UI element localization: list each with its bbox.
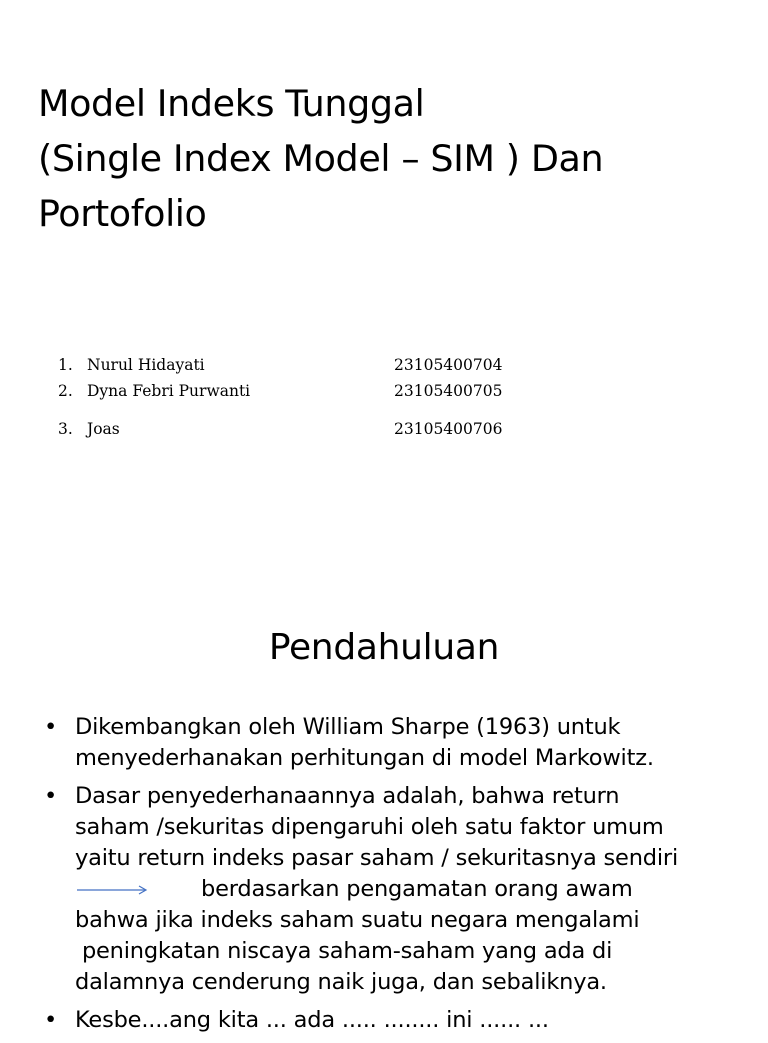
bullet-line: Dikembangkan oleh William Sharpe (1963) untuk: [75, 714, 621, 740]
member-row: [58, 354, 578, 376]
bullet-item: [44, 781, 734, 998]
bullet-line: dalamnya cenderung naik juga, dan sebaliknya.: [75, 969, 607, 995]
member-name: Dyna Febri Purwanti: [87, 382, 251, 400]
bullet-symbol: •: [44, 783, 58, 809]
bullet-symbol: •: [44, 1007, 58, 1033]
bullet-line: Kesbe....ang kita ... ada ..... ........ ini ...... ...: [75, 1007, 549, 1033]
member-row: [58, 418, 578, 440]
bullet-line: saham /sekuritas dipengaruhi oleh satu faktor umum: [75, 814, 664, 840]
bullet-line: bahwa jika indeks saham suatu negara mengalami: [75, 907, 640, 933]
bullet-item: [44, 1005, 734, 1036]
bullet-line: berdasarkan pengamatan orang awam: [201, 876, 633, 902]
member-number: 2.: [58, 382, 73, 400]
bullet-line: Dasar penyederhanaannya adalah, bahwa return: [75, 783, 620, 809]
slide-introduction: [0, 576, 768, 1033]
member-name: Nurul Hidayati: [87, 356, 205, 374]
bullet-line: menyederhanakan perhitungan di model Markowitz.: [75, 745, 654, 771]
presentation-title: [38, 76, 738, 241]
member-id: 23105400705: [394, 382, 503, 400]
arrow-line: [75, 874, 734, 905]
title-line-3: Portofolio: [38, 192, 207, 235]
member-number: 1.: [58, 356, 73, 374]
bullet-line: yaitu return indeks pasar saham / sekuritasnya sendiri: [75, 845, 678, 871]
right-arrow-icon: [77, 884, 149, 896]
member-id: 23105400704: [394, 356, 503, 374]
title-line-2: (Single Index Model – SIM ) Dan: [38, 137, 604, 180]
member-name: Joas: [87, 420, 120, 438]
bullet-item: [44, 712, 734, 774]
title-line-1: Model Indeks Tunggal: [38, 82, 425, 125]
bullet-symbol: •: [44, 714, 58, 740]
bullet-list: [44, 712, 734, 1043]
section-title: Pendahuluan: [268, 627, 500, 668]
bullet-line: peningkatan niscaya saham-saham yang ada di: [75, 938, 613, 964]
member-number: 3.: [58, 420, 73, 438]
member-id: 23105400706: [394, 420, 503, 438]
member-row: [58, 380, 578, 402]
